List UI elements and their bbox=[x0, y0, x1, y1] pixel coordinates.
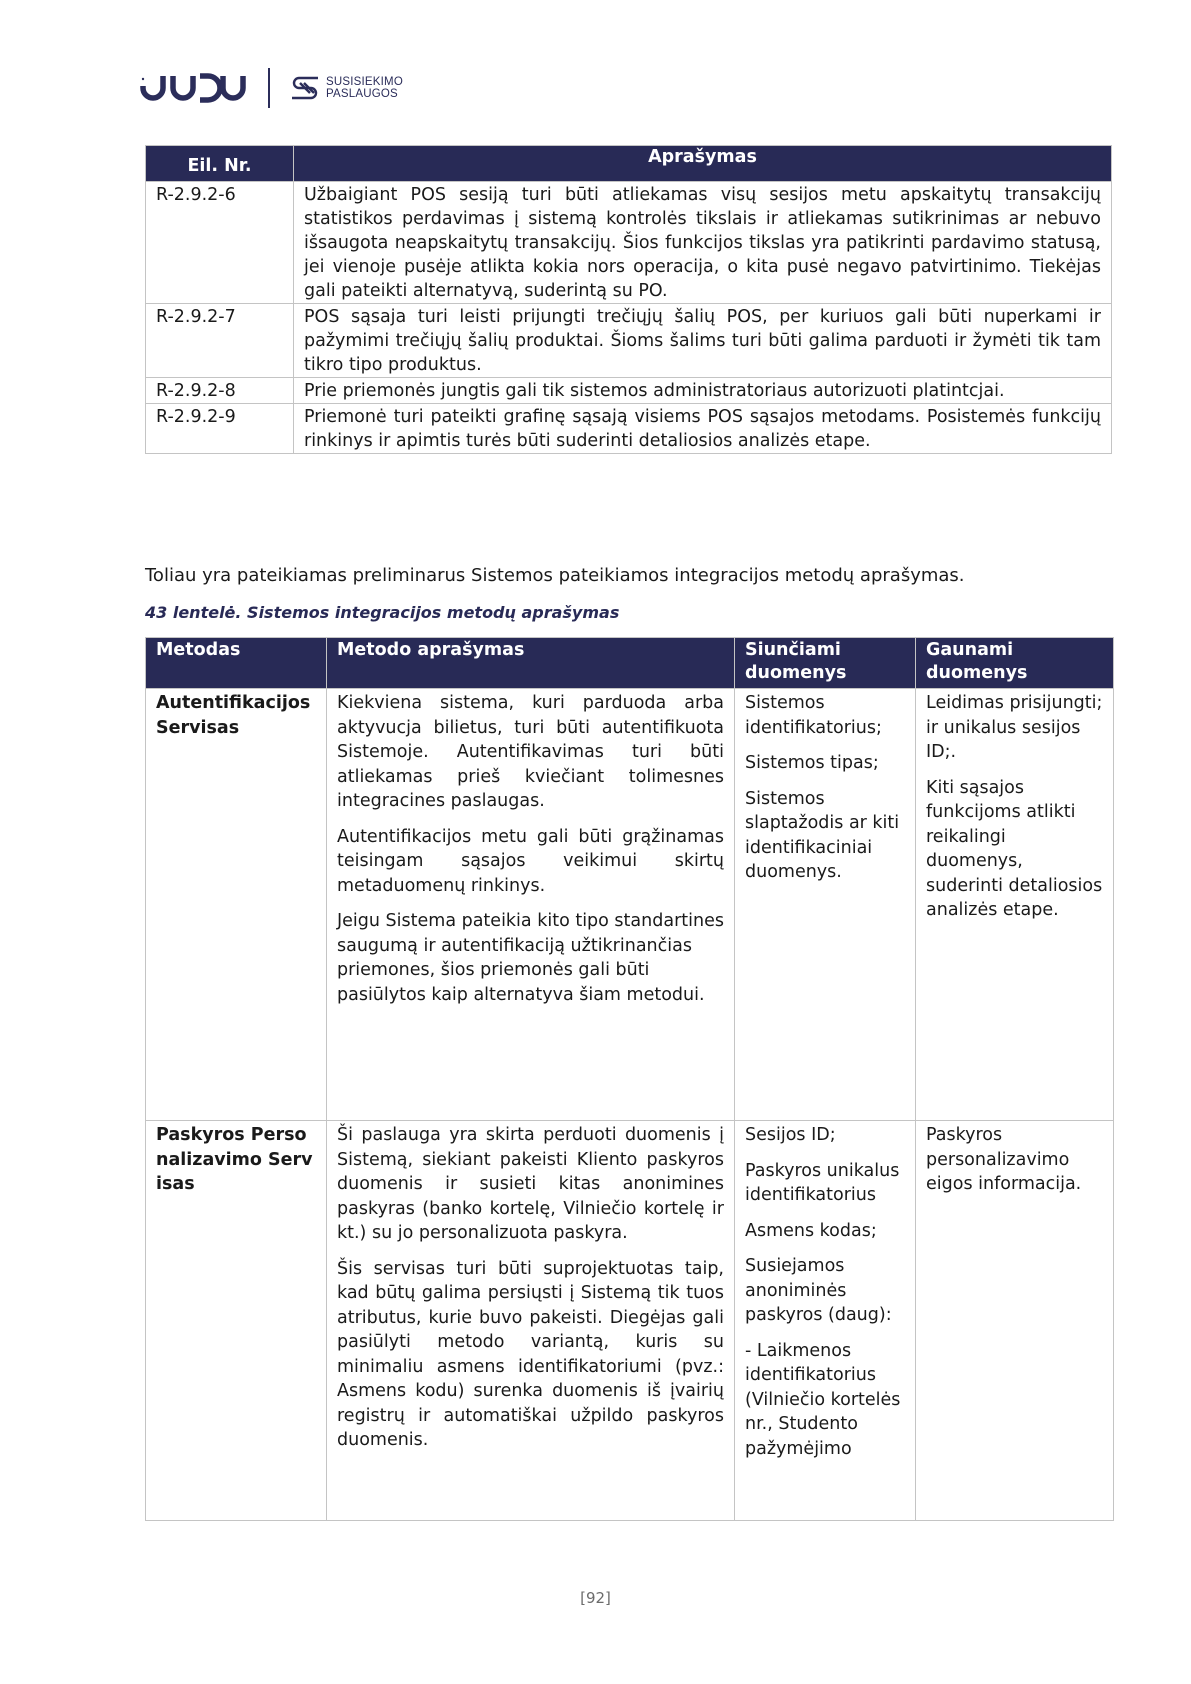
header-siunciami-duomenys: Siunčiami duomenys bbox=[735, 638, 916, 689]
header-gaunami-duomenys: Gaunami duomenys bbox=[916, 638, 1114, 689]
method-name: Paskyros Personalizavimo Servisas bbox=[146, 1121, 327, 1521]
sent-item: Sesijos ID; bbox=[745, 1125, 836, 1145]
table-caption: 43 lentelė. Sistemos integracijos metodų aprašymas bbox=[145, 603, 620, 622]
page-number: [92] bbox=[580, 1589, 611, 1607]
table-row bbox=[146, 1121, 1114, 1521]
requirement-description: Užbaigiant POS sesiją turi būti atliekamas visų sesijos metu apskaitytų transakcijų statistikos perdavimas į sistemą kontrolės tikslais ir atliekamas sutikrinimas ar nebuvo išsaugota neapskaitytų transakcijų. Šios funkcijos tikslas yra patikrinti pardavimo statusą, jei vienoje pusėje atlikta kokia nors operacija, o kita pusė negavo patvirtinimo. Tiekėjas gali pateikti alternatyvą, suderintą su PO. bbox=[294, 182, 1112, 304]
logo-text-line2: PASLAUGOS bbox=[326, 88, 398, 100]
sent-item: - Laikmenos identifikatorius (Vilniečio kortelės nr., Studento pažymėjimo bbox=[745, 1340, 901, 1459]
description-paragraph: Kiekviena sistema, kuri parduoda arba aktyvucja bilietus, turi būti autentifikuota Sistemoje. Autentifikavimas turi būti atliekamas prieš kviečiant tolimesnes integracines paslaugas. bbox=[337, 693, 724, 811]
judu-logo bbox=[140, 73, 246, 103]
sent-item: Paskyros unikalus identifikatorius bbox=[745, 1160, 900, 1205]
sent-item: Sistemos slaptažodis ar kiti identifikaciniai duomenys. bbox=[745, 788, 900, 882]
logo-divider bbox=[268, 68, 270, 108]
requirement-description: Priemonė turi pateikti grafinę sąsają visiems POS sąsajos metodams. Posistemės funkcijų rinkinys ir apimtis turės būti suderinti detaliosios analizės etape. bbox=[294, 404, 1112, 454]
sent-data bbox=[735, 689, 916, 1121]
received-data bbox=[916, 1121, 1114, 1521]
header-eil-nr: Eil. Nr. bbox=[146, 146, 294, 182]
table-header-row bbox=[146, 638, 1114, 689]
requirement-id: R-2.9.2-8 bbox=[146, 378, 294, 404]
table-row bbox=[146, 182, 1112, 304]
header-aprasymas: Aprašymas bbox=[294, 146, 1112, 182]
description-paragraph: Ši paslauga yra skirta perduoti duomenis į Sistemą, siekiant pakeisti Kliento paskyros duomenis ir susieti kitas anonimines paskyras (banko kortelę, Vilniečio kortelę ir kt.) su jo personalizuota paskyra. bbox=[337, 1125, 724, 1243]
intro-paragraph: Toliau yra pateikiamas preliminarus Sistemos pateikiamos integracijos metodų aprašymas. bbox=[145, 565, 965, 586]
requirement-description: POS sąsaja turi leisti prijungti trečiųjų šalių POS, per kuriuos gali būti nuperkami ir pažymimi trečiųjų šalių produktai. Šioms šalims turi būti galima parduoti ir žymėti tik tam tikro tipo produktus. bbox=[294, 304, 1112, 378]
sent-item: Sistemos tipas; bbox=[745, 753, 879, 773]
sp-logo-icon bbox=[290, 75, 320, 101]
requirements-table bbox=[145, 145, 1112, 454]
table-header-row bbox=[146, 146, 1112, 182]
received-item: Leidimas prisijungti; ir unikalus sesijos ID;. bbox=[926, 693, 1103, 762]
requirement-description: Prie priemonės jungtis gali tik sistemos administratoriaus autorizuoti platintcjai. bbox=[294, 378, 1112, 404]
received-item: Kiti sąsajos funkcijoms atlikti reikalingi duomenys, suderinti detaliosios analizės etape. bbox=[926, 777, 1103, 920]
table-row bbox=[146, 304, 1112, 378]
document-header bbox=[140, 66, 403, 110]
description-paragraph: Autentifikacijos metu gali būti grąžinamas teisingam sąsajos veikimui skirtų metaduomenų rinkinys. bbox=[337, 826, 724, 896]
method-description bbox=[327, 689, 735, 1121]
method-description bbox=[327, 1121, 735, 1521]
received-data bbox=[916, 689, 1114, 1121]
table-row bbox=[146, 404, 1112, 454]
integration-methods-table bbox=[145, 637, 1114, 1521]
sent-item: Susiejamos anoniminės paskyros (daug): bbox=[745, 1256, 892, 1325]
description-paragraph: Jeigu Sistema pateikia kito tipo standartines saugumą ir autentifikaciją užtikrinančias priemones, šios priemonės gali būti pasiūlytos kaip alternatyva šiam metodui. bbox=[337, 911, 724, 1005]
sent-item: Sistemos identifikatorius; bbox=[745, 693, 882, 738]
description-paragraph: Šis servisas turi būti suprojektuotas taip, kad būtų galima persiųsti į Sistemą tik tuos atributus, kurie buvo pakeisti. Diegėjas gali pasiūlyti metodo variantą, kuris su minimaliu asmens identifikatoriumi (pvz.: Asmens kodu) surenka duomenis iš įvairių registrų ir automatiškai užpildo paskyros duomenis. bbox=[337, 1258, 724, 1450]
sent-item: Asmens kodas; bbox=[745, 1220, 877, 1241]
requirement-id: R-2.9.2-7 bbox=[146, 304, 294, 378]
method-name: Autentifikacijos Servisas bbox=[146, 689, 327, 1121]
header-metodas: Metodas bbox=[146, 638, 327, 689]
table-row bbox=[146, 689, 1114, 1121]
judu-logo-icon bbox=[140, 73, 246, 103]
susisiekimo-paslaugos-logo bbox=[290, 75, 403, 101]
table-row bbox=[146, 378, 1112, 404]
header-metodo-aprasymas: Metodo aprašymas bbox=[327, 638, 735, 689]
received-item: Paskyros personalizavimo eigos informacija. bbox=[926, 1125, 1082, 1194]
logo-text-line1: SUSISIEKIMO bbox=[326, 76, 403, 88]
requirement-id: R-2.9.2-6 bbox=[146, 182, 294, 304]
requirement-id: R-2.9.2-9 bbox=[146, 404, 294, 454]
sent-data bbox=[735, 1121, 916, 1521]
